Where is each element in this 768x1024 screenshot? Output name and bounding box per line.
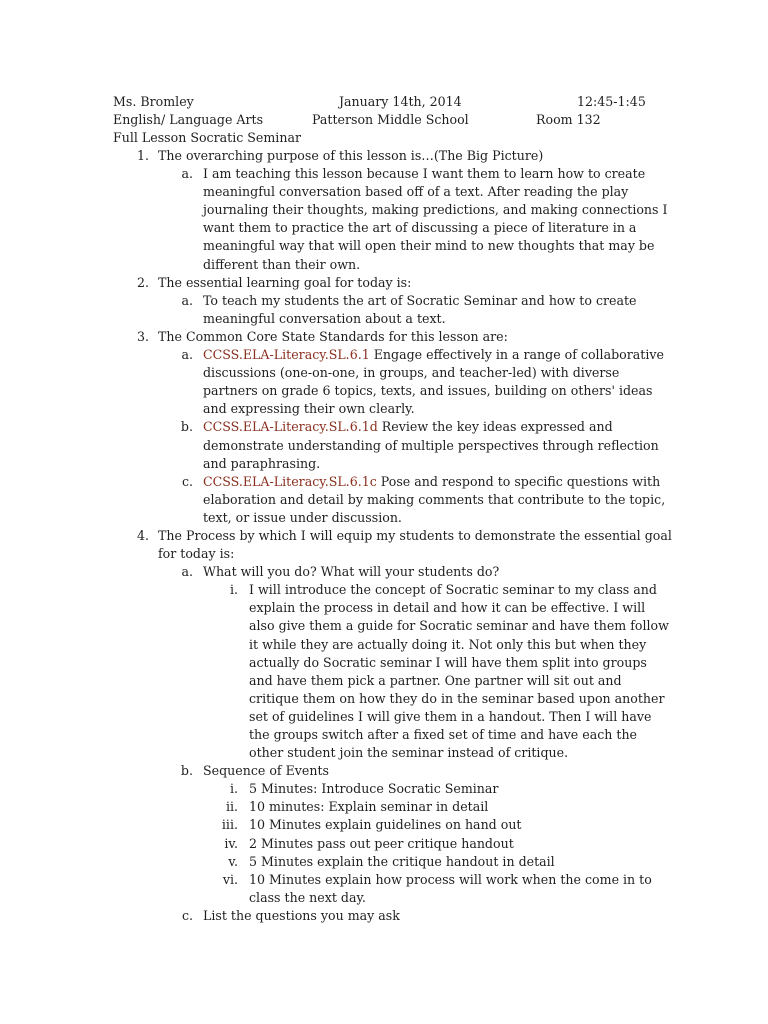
- list-marker: i.: [229, 582, 238, 598]
- list-item: [113, 762, 673, 780]
- list-item-text: I am teaching this lesson because I want them to learn how to create meaningful conversation based off of a text. After reading the play journaling their thoughts, making predictions, and making connections I want them to practice the art of discussing a piece of literature in a meaningful way that will open their mind to new thoughts that may be different than their own.: [203, 166, 668, 272]
- section-text: The essential learning goal for today is:: [158, 274, 412, 290]
- section-3: [113, 328, 673, 346]
- list-item-text: 2 Minutes pass out peer critique handout: [249, 835, 514, 851]
- section-1: [113, 147, 673, 165]
- header-row-2: [113, 111, 673, 129]
- lesson-time: 12:45-1:45: [577, 94, 646, 109]
- list-item: [113, 907, 673, 925]
- standard-description: Engage effectively in a range of collaborative discussions (one-on-one, in groups, and teacher-led) with diverse partners on grade 6 topics, texts, and issues, building on others' ideas and expressing their own clearly.: [203, 347, 664, 417]
- list-item-text: Sequence of Events: [203, 763, 329, 779]
- list-item-text: 10 Minutes explain how process will work when the come in to class the next day.: [249, 871, 652, 905]
- subject: English/ Language Arts: [113, 112, 264, 127]
- list-marker: a.: [181, 347, 193, 363]
- standard-code: CCSS.ELA-Literacy.SL.6.1c: [203, 473, 377, 489]
- sequence-step: [113, 816, 673, 834]
- standard-description: Review the key ideas expressed and demonstrate understanding of multiple perspectives through reflection and paraphrasing.: [203, 419, 659, 471]
- list-marker: c.: [181, 907, 193, 923]
- sequence-step: [113, 871, 673, 907]
- room-number: Room 132: [536, 112, 601, 127]
- section-text: The Common Core State Standards for this lesson are:: [158, 328, 508, 344]
- sequence-step: [113, 798, 673, 816]
- list-item: [113, 165, 673, 274]
- teacher-name: Ms. Bromley: [113, 94, 194, 109]
- list-item-text: List the questions you may ask: [203, 907, 400, 923]
- sequence-step: [113, 780, 673, 798]
- standard-code: CCSS.ELA-Literacy.SL.6.1d: [203, 419, 378, 435]
- list-marker: ii.: [225, 799, 238, 815]
- list-marker: 4.: [136, 527, 149, 543]
- sequence-step: [113, 835, 673, 853]
- standard-item: [113, 418, 673, 472]
- section-2: [113, 274, 673, 292]
- list-marker: iv.: [224, 835, 238, 851]
- list-item-text: 10 Minutes explain guidelines on hand out: [249, 817, 522, 833]
- list-item: [113, 292, 673, 328]
- list-item: [113, 563, 673, 581]
- list-marker: b.: [180, 763, 193, 779]
- lesson-date: January 14th, 2014: [339, 94, 462, 109]
- standard-description: Pose and respond to specific questions with elaboration and detail by making comments that contribute to the topic, text, or issue under discussion.: [203, 473, 666, 525]
- list-marker: 1.: [136, 148, 149, 163]
- list-marker: c.: [181, 473, 193, 489]
- list-item-text: 5 Minutes: Introduce Socratic Seminar: [249, 781, 499, 797]
- list-marker: i.: [229, 781, 238, 797]
- header-row-1: [113, 93, 673, 111]
- list-marker: vi.: [222, 871, 238, 887]
- list-marker: a.: [181, 564, 193, 580]
- standard-code: CCSS.ELA-Literacy.SL.6.1: [203, 347, 370, 363]
- list-item-text: What will you do? What will your students do?: [203, 564, 500, 580]
- school-name: Patterson Middle School: [312, 112, 469, 127]
- standard-item: [113, 473, 673, 527]
- list-marker: 2.: [136, 274, 149, 290]
- list-item-text: 10 minutes: Explain seminar in detail: [249, 799, 489, 815]
- list-marker: a.: [181, 292, 193, 308]
- list-marker: iii.: [221, 817, 238, 833]
- standard-item: [113, 346, 673, 418]
- lesson-title: Full Lesson Socratic Seminar: [113, 130, 301, 145]
- list-marker: b.: [180, 419, 193, 435]
- list-marker: 3.: [136, 328, 149, 344]
- list-marker: v.: [228, 853, 238, 869]
- sequence-step: [113, 853, 673, 871]
- section-text: The overarching purpose of this lesson is…(The Big Picture): [158, 148, 544, 163]
- list-marker: a.: [181, 166, 193, 182]
- list-item-text: I will introduce the concept of Socratic seminar to my class and explain the process in detail and how it can be effective. I will also give them a guide for Socratic seminar and have them follow it while they are actually doing it. Not only this but when they actually do Socratic seminar I will have them split into groups and have them pick a partner. One partner will sit out and critique them on how they do in the seminar based upon another set of guidelines I will give them in a handout. Then I will have the groups switch after a fixed set of time and have each the other student join the seminar instead of critique.: [249, 582, 669, 761]
- lesson-outline: [113, 147, 673, 925]
- list-item-text: 5 Minutes explain the critique handout in detail: [249, 853, 555, 869]
- section-text: The Process by which I will equip my students to demonstrate the essential goal for today is:: [158, 527, 672, 562]
- sub-list-item: [113, 581, 673, 762]
- list-item-text: To teach my students the art of Socratic Seminar and how to create meaningful conversation about a text.: [203, 292, 637, 326]
- section-4: [113, 527, 673, 563]
